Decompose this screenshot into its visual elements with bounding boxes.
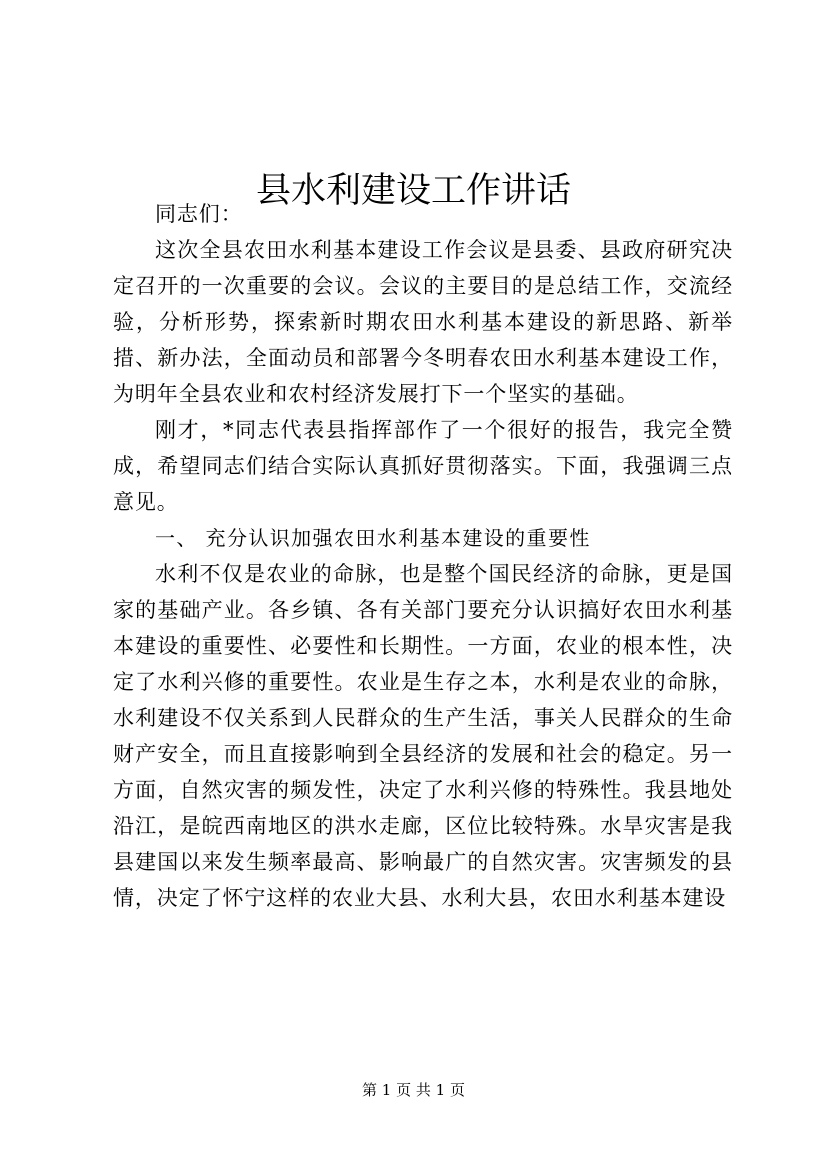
document-body [113, 196, 733, 916]
page-footer: 第 1 页 共 1 页 [362, 1081, 465, 1099]
paragraph-section-one: 水利不仅是农业的命脉，也是整个国民经济的命脉，更是国家的基础产业。各乡镇、各有关部门要充分认识搞好农田水利基本建设的重要性、必要性和长期性。一方面，农业的根本性，决定了水利兴修的重要性。农业是生存之本，水利是农业的命脉，水利建设不仅关系到人民群众的生产生活，事关人民群众的生命财产安全，而且直接影响到全县经济的发展和社会的稳定。另一方面，自然灾害的频发性，决定了水利兴修的特殊性。我县地处沿江，是皖西南地区的洪水走廊，区位比较特殊。水旱灾害是我县建国以来发生频率最高、影响最广的自然灾害。灾害频发的县情，决定了怀宁这样的农业大县、水利大县，农田水利基本建设 [113, 562, 733, 910]
salutation: 同志们： [155, 202, 243, 226]
paragraph-intro: 这次全县农田水利基本建设工作会议是县委、县政府研究决定召开的一次重要的会议。会议的主要目的是总结工作，交流经验，分析形势，探索新时期农田水利基本建设的新思路、新举措、新办法，全面动员和部署今冬明春农田水利基本建设工作，为明年全县农业和农村经济发展打下一个坚实的基础。 [113, 238, 733, 406]
paragraph-report: 刚才，*同志代表县指挥部作了一个很好的报告，我完全赞成，希望同志们结合实际认真抓好贯彻落实。下面，我强调三点意见。 [113, 418, 733, 514]
section-heading: 一、 充分认识加强农田水利基本建设的重要性 [155, 526, 591, 550]
document-title: 县水利建设工作讲话 [255, 171, 571, 212]
